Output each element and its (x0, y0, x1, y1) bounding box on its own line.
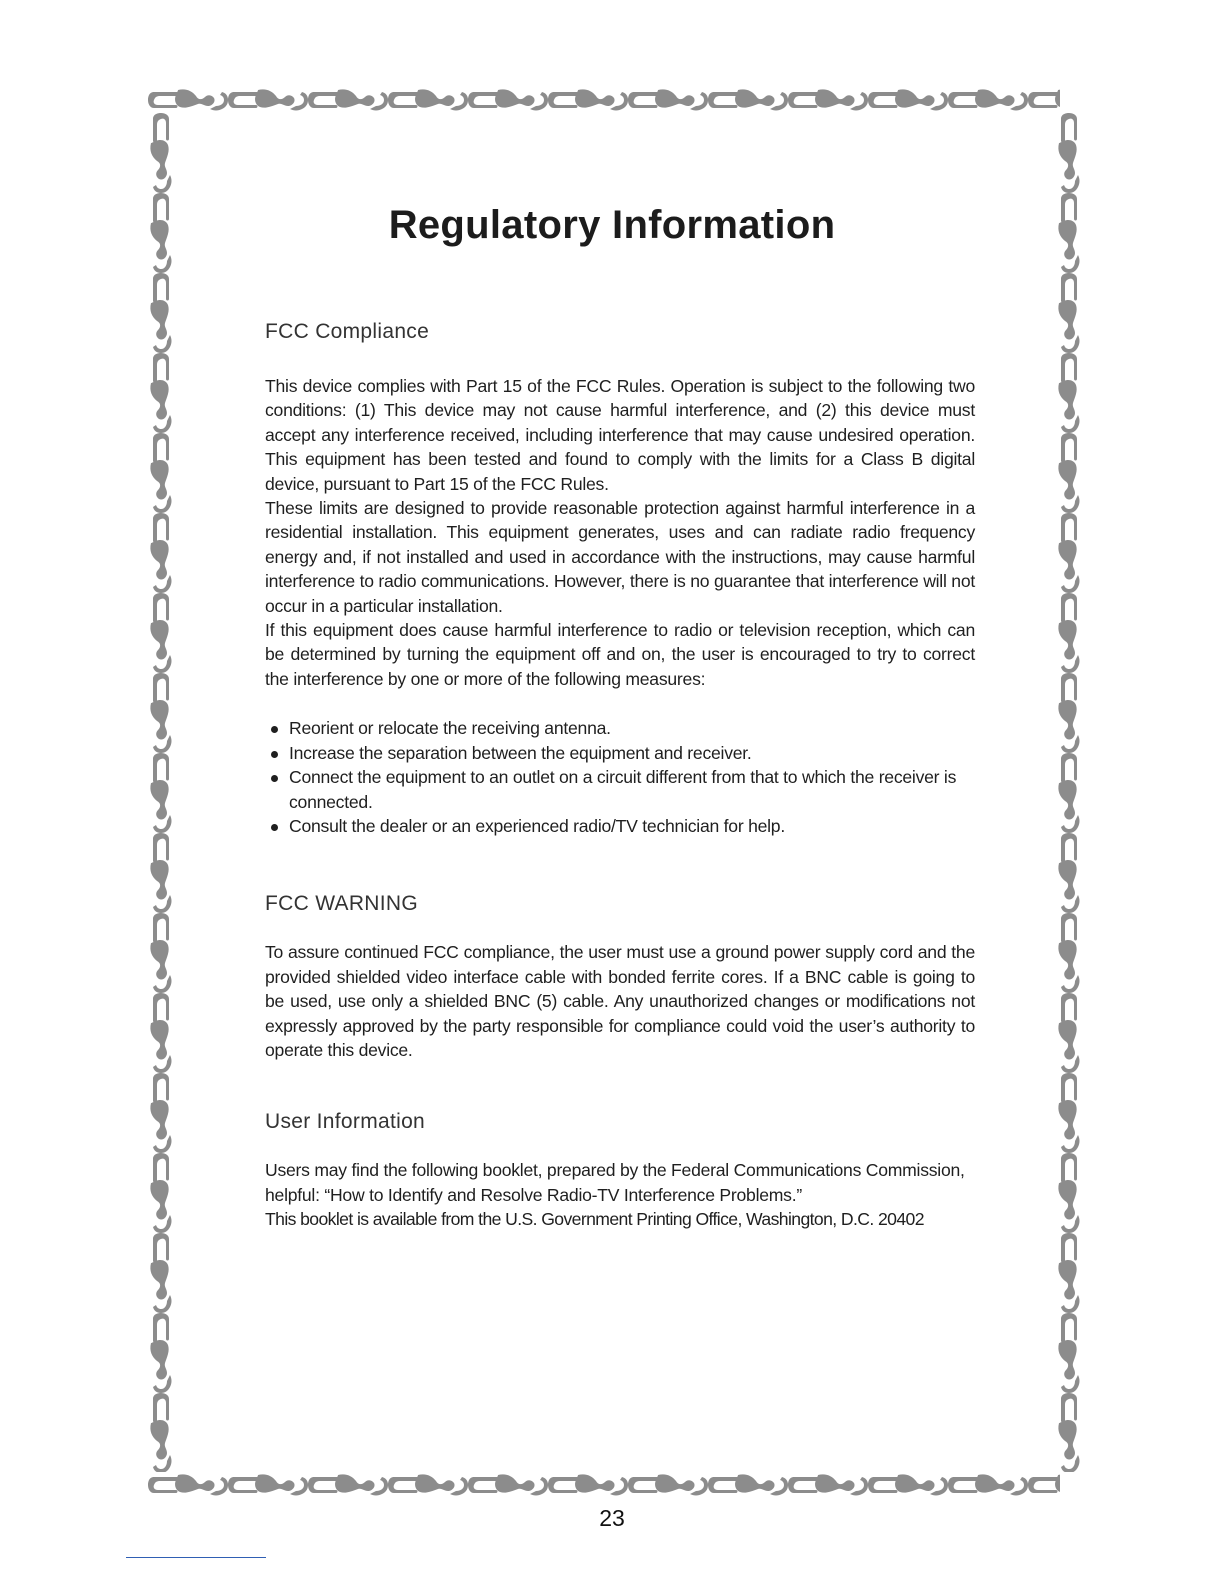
paragraph: This device complies with Part 15 of the FCC Rules. Operation is subject to the following two conditions: (1) This device may not cause harmful interference, and (2) this device must accept any interference received, including interference that may cause undesired operation. This equipment has been tested and found to comply with the limits for a Class B digital device, pursuant to Part 15 of the FCC Rules. (265, 376, 975, 494)
paragraph: These limits are designed to provide reasonable protection against harmful interference in a residential installation. This equipment generates, uses and can radiate radio frequency energy and, if not installed and used in accordance with the instructions, may cause harmful interference to radio communications. However, there is no guarantee that interference will not occur in a particular installation. (265, 498, 975, 616)
list-item-text: Reorient or relocate the receiving antenna. (289, 718, 611, 739)
bullet-icon (271, 726, 278, 733)
border-top (148, 87, 1060, 113)
section-heading: User Information (265, 1110, 426, 1134)
section-fcc-warning (265, 890, 975, 1062)
border-bottom (148, 1472, 1060, 1498)
list-item-text: Consult the dealer or an experienced radio/TV technician for help. (289, 815, 785, 836)
list-item-text: Connect the equipment to an outlet on a circuit different from that to which the receiver is connected. (289, 767, 957, 812)
section-heading: FCC WARNING (265, 892, 419, 916)
footer-rule (126, 1557, 266, 1558)
bullet-icon (271, 751, 278, 758)
paragraph: If this equipment does cause harmful interference to radio or television reception, which can be determined by turning the equipment off and on, the user is encouraged to try to correct the interference by one or more of the following measures: (265, 620, 975, 689)
section-user-information (265, 1108, 975, 1231)
list-item (265, 716, 975, 740)
section-fcc-compliance (265, 318, 975, 838)
section-heading: FCC Compliance (265, 320, 430, 343)
page-title: Regulatory Information (388, 203, 836, 247)
paragraph: To assure continued FCC compliance, the user must use a ground power supply cord and the provided shielded video interface cable with bonded ferrite cores. If a BNC cable is going to be used, use only a shielded BNC (5) cable. Any unauthorized changes or modifications not expressly approved by the party responsible for compliance could void the user’s authority to operate this device. (265, 942, 975, 1060)
page-number: 23 (599, 1505, 625, 1531)
bullet-icon (271, 824, 278, 831)
bullet-icon (271, 775, 278, 782)
list-item (265, 765, 975, 814)
list-item-text: Increase the separation between the equipment and receiver. (289, 742, 752, 763)
paragraph: Users may find the following booklet, prepared by the Federal Communications Commission, helpful: “How to Identify and Resolve Radio-TV Interference Problems.” (265, 1160, 965, 1205)
measures-list (265, 716, 975, 838)
list-item (265, 814, 975, 838)
document-body (265, 318, 975, 1232)
border-left (148, 113, 174, 1472)
border-right (1056, 113, 1082, 1472)
paragraph: This booklet is available from the U.S. Government Printing Office, Washington, D.C. 20402 (265, 1209, 924, 1230)
list-item (265, 741, 975, 765)
